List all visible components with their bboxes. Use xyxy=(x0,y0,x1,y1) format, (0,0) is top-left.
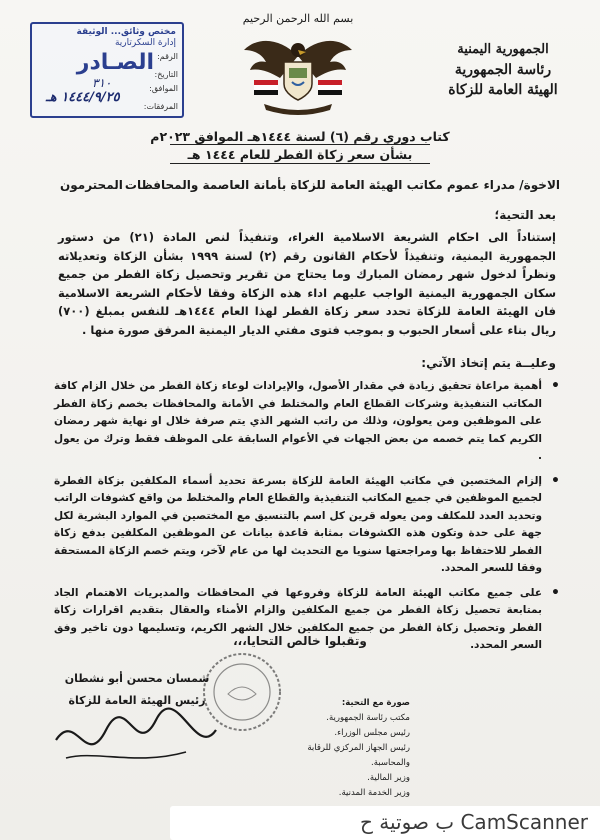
decision-heading: وعليــة يتم إتخاذ الآتي: xyxy=(421,356,556,370)
watermark-text: CamScanner ب صوتية ح xyxy=(360,810,588,834)
decision-item-text: إلزام المختصين في مكاتب الهيئة العامة للزكاة بسرعة تحديد أسماء المكلفين بزكاة الفطرة لجميع الموظفين في جميع المكاتب التنفيذية والقطاع العام والمختلط من واقع كشوفات الراتب وتحديد العدد للمكلف ومن يعوله قرين كل اسم بالتنسيق مع المختصين في الموارد البشرية لكل جهة على حدة وتكون هذه الكشوفات بمثابة قاعدة بيانات عن الموظفين المكلفين بدفع زكاة الفطر للاحتفاظ بها ومراجعتها سنويا مع التحديث لها من عام لآخر، ويتم خصم الزكاة المستحقة وفقا للسعر المحدد. xyxy=(54,474,542,574)
issuer-header xyxy=(428,40,578,100)
signatory-title: رئيس الهيئة العامة للزكاة xyxy=(68,694,206,707)
bullet-icon: • xyxy=(551,472,560,489)
header-line-authority: الهيئة العامة للزكاة xyxy=(448,82,558,98)
body-paragraph: إستناداً الى احكام الشريعة الاسلامية الغراء، وتنفيذاً لنص المادة (٢١) من دستور الجمهورية اليمنية، وتنفيذاً لأحكام القانون رقم (٢) لسنة ١٩٩٩ بشأن الزكاة وتعديلاته ونظراً لدخول شهر رمضان المبارك وما يحتاج من تقرير وتحصيل زكاة الفطر من جميع سكان الجمهورية اليمنية الواجب عليهم اداء هذه الزكاة وفقا لأحكام الشريعة الاسلامية فان الهيئة العامة للزكاة تحدد سعر زكاة الفطر لهذا العام ١٤٤٤هـ للنفس بمبلغ (٧٠٠) ريال بناء على أسعار الحبوب و بموجب فتوى مفتي الديار اليمنية المرفق صورة منها . xyxy=(58,230,557,337)
stamp-label-ref: الرقم: xyxy=(157,52,178,61)
title-underline xyxy=(170,144,430,145)
copies-to xyxy=(270,698,410,801)
copy-recipient: رئيس مجلس الوزراء. xyxy=(334,728,410,738)
stamp-label-corresponding: الموافق: xyxy=(149,84,178,93)
stamp-line-2: إدارة السكرتارية xyxy=(114,38,176,48)
circular-subject: بشأن سعر زكاة الفطر للعام ١٤٤٤ هـ xyxy=(187,147,413,162)
outgoing-stamp xyxy=(30,22,184,118)
stamp-handwritten-number: ٣١٠ xyxy=(92,76,112,90)
header-line-country: الجمهورية اليمنية xyxy=(457,42,549,57)
circular-title: كتاب دوري رقم (٦) لسنة ١٤٤٤هـ الموافق ٢٠٢٣م xyxy=(150,129,450,144)
decision-item xyxy=(54,378,560,466)
scanner-watermark xyxy=(170,806,600,840)
decision-item-text: أهمية مراعاة تحقيق زيادة في مقدار الأصول، والإيرادات لوعاء زكاة الفطر من خلال الزام كافة المكاتب التنفيذية وشركات القطاع العام والمختلط في الأمانة والمحافظات بخصم زكاة الفطر على الموظفين ومن يعولون، وذلك من راتب الشهر الذي يتم صرفة خلال او نهاية شهر رمضان الكريم كما يتم خصمه من بعض الجهات في الأعوام السابقة على الموظف فقط وترك من يعول . xyxy=(54,380,542,462)
stamp-handwritten-date: ١٤٤٤/٩/٢٥ هـ xyxy=(46,90,120,105)
stamp-title: الصـادر xyxy=(76,50,154,75)
copy-recipient: مكتب رئاسة الجمهورية. xyxy=(326,713,410,723)
stamp-label-date: التاريخ: xyxy=(154,70,178,79)
eagle-emblem-icon xyxy=(240,28,356,120)
stamp-line-1: مختص وثائق... الوثيقة xyxy=(76,27,176,37)
addressee: الاخوة/ مدراء عموم مكاتب الهيئة العامة للزكاة بأمانة العاصمة والمحافظات xyxy=(124,178,560,192)
closing-line: وتقبلوا خالص التحايا،،، xyxy=(233,634,367,648)
stamp-label-attachments: المرفقات: xyxy=(143,102,178,111)
copy-recipient: رئيس الجهاز المركزي للرقابة والمحاسبة. xyxy=(307,743,410,768)
copy-recipient: وزير المالية. xyxy=(367,773,410,783)
copy-recipient: وزير الخدمة المدنية. xyxy=(338,788,410,798)
bullet-icon: • xyxy=(551,378,560,394)
addressee-honorific: المحترمون xyxy=(60,178,123,192)
signatory-name: شمسان محسن أبو نشطان xyxy=(64,672,210,685)
decision-item-text: على جميع مكاتب الهيئة العامة للزكاة وفروعها في المحافظات والمديريات الاهتمام الجاد بمتابعة تحصيل زكاة الفطر من جميع المكلفين والزام الأمناء والعقال بتقديم اقرارات زكاة الفطر وتحصيل زكاة الفطر من جميع المكلفين خلال الشهر الكريم، وتسليمها دون تاخير وفق السعر المحدد. xyxy=(54,586,542,651)
bullet-icon: • xyxy=(551,584,560,601)
copies-heading: صورة مع التحية: xyxy=(341,698,410,708)
decision-list xyxy=(54,378,560,662)
handwritten-signature-icon xyxy=(46,700,226,780)
subject-underline xyxy=(170,163,430,164)
greeting: بعد التحية؛ xyxy=(494,208,556,222)
decision-item xyxy=(54,473,560,578)
basmala: بسم الله الرحمن الرحيم xyxy=(242,12,354,25)
header-line-presidency: رئاسة الجمهورية xyxy=(454,62,552,78)
addressee-line xyxy=(60,178,560,198)
